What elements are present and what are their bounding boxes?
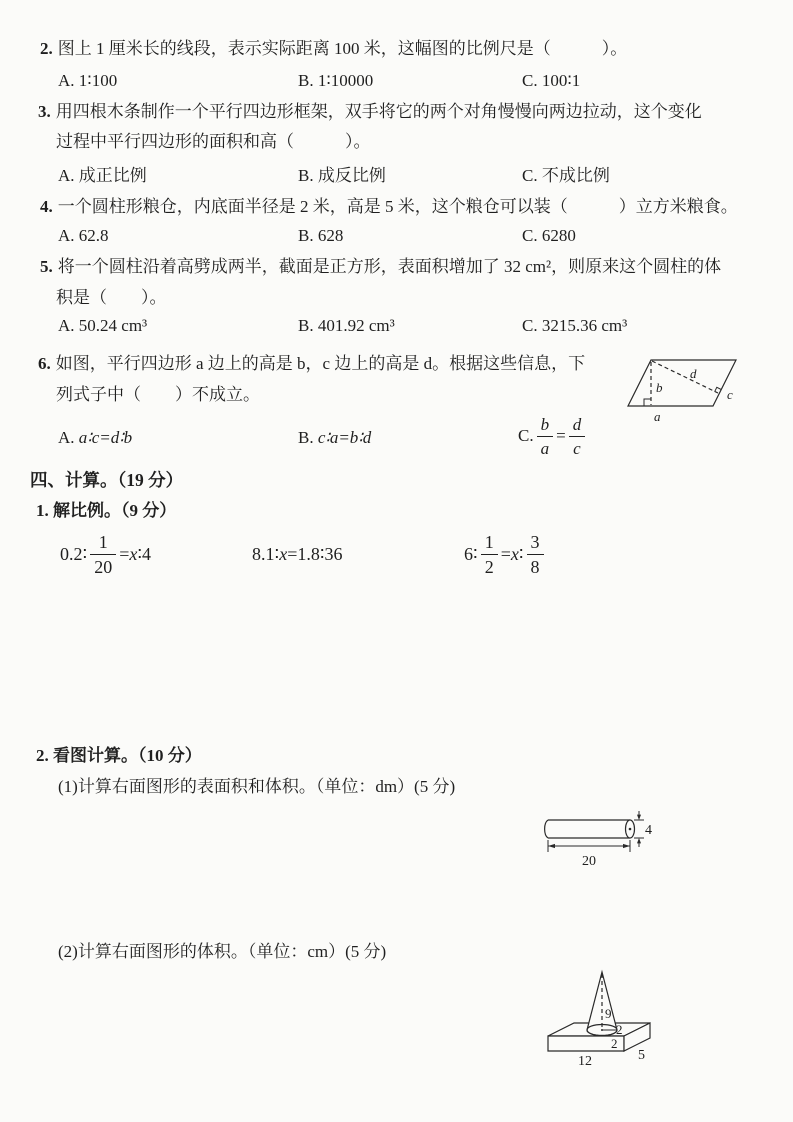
label-cuboid-width: 5	[638, 1048, 645, 1063]
look-and-calculate-heading: 2. 看图计算。（10 分）	[36, 746, 202, 765]
label-cone-radius: 2	[616, 1022, 623, 1037]
question-2-option-c: C. 100∶1	[522, 71, 581, 90]
cone-cuboid-figure	[538, 966, 686, 1072]
question-6-line1: 6. 如图，平行四边形 a 边上的高是 b，c 边上的高是 d。根据这些信息，下	[38, 354, 586, 373]
cylinder-figure	[540, 810, 658, 870]
question-4-number: 4.	[40, 197, 53, 216]
question-2-option-a: A. 1∶100	[58, 71, 118, 90]
fraction-1-over-20: $\frac{1}{20}$	[90, 533, 116, 576]
question-6-option-c: C. $\frac{b}{a}$ = $\frac{d}{c}$	[518, 412, 588, 460]
question-2-option-b: B. 1∶10000	[298, 71, 374, 90]
equation-3: 6∶ $\frac{1}{2}$ = x ∶ $\frac{3}{8}$	[464, 530, 547, 578]
part-2-prompt: (2)计算右面图形的体积。（单位：cm）(5 分)	[58, 942, 387, 961]
question-3-line1: 3. 用四根木条制作一个平行四边形框架，双手将它的两个对角慢慢向两边拉动，这个变化	[38, 102, 702, 121]
fraction-b-over-a: $\frac{b}{a}$	[537, 416, 554, 457]
question-5-option-a: A. 50.24 cm³	[58, 316, 148, 335]
question-3-option-c: C. 不成比例	[522, 166, 610, 185]
question-6-number: 6.	[38, 354, 51, 373]
question-5-number: 5.	[40, 257, 53, 276]
label-cuboid-height: 2	[611, 1036, 618, 1051]
parallelogram-figure	[618, 349, 746, 427]
question-5-line2: 积是（ ）。	[56, 288, 167, 307]
section-4-heading: 四、计算。（19 分）	[30, 470, 184, 490]
equation-2: 8.1∶ x =1.8∶36	[252, 543, 343, 564]
label-cylinder-diameter: 4	[645, 823, 652, 838]
label-side-a: a	[654, 409, 661, 424]
question-4-option-c: C. 6280	[522, 226, 576, 245]
question-2-number: 2.	[40, 39, 53, 58]
fraction-3-over-8: $\frac{3}{8}$	[527, 533, 544, 576]
question-4-option-a: A. 62.8	[58, 226, 109, 245]
question-6-option-b: B. c∶a=b∶d	[298, 428, 372, 447]
label-height-b: b	[656, 380, 663, 395]
question-4-line1: 4. 一个圆柱形粮仓，内底面半径是 2 米，高是 5 米，这个粮仓可以装（ ）立方米粮食。	[40, 197, 738, 216]
question-3-option-b: B. 成反比例	[298, 166, 386, 185]
label-cuboid-length: 12	[578, 1054, 592, 1069]
question-4-option-b: B. 628	[298, 226, 344, 245]
label-cylinder-length: 20	[582, 854, 596, 869]
fraction-d-over-c: $\frac{d}{c}$	[569, 416, 586, 457]
part-1-prompt: (1)计算右面图形的表面积和体积。（单位：dm）(5 分)	[58, 777, 456, 796]
label-height-d: d	[690, 366, 697, 381]
question-5-option-c: C. 3215.36 cm³	[522, 316, 628, 335]
question-6-option-a: A. a∶c=d∶b	[58, 428, 133, 447]
question-5-option-b: B. 401.92 cm³	[298, 316, 395, 335]
label-cone-height: 9	[605, 1006, 612, 1021]
equation-1: 0.2∶ $\frac{1}{20}$ = x ∶4	[60, 531, 152, 577]
question-6-line2: 列式子中（ ）不成立。	[56, 385, 260, 404]
question-5-line1: 5. 将一个圆柱沿着高劈成两半，截面是正方形，表面积增加了 32 cm²，则原来这个圆柱的体	[40, 257, 722, 276]
question-3-number: 3.	[38, 102, 51, 121]
fraction-1-over-2: $\frac{1}{2}$	[481, 533, 498, 576]
question-3-line2: 过程中平行四边形的面积和高（ ）。	[56, 132, 371, 151]
solve-proportions-heading: 1. 解比例。（9 分）	[36, 501, 177, 520]
label-side-c: c	[727, 387, 733, 402]
question-2-line1: 2. 图上 1 厘米长的线段，表示实际距离 100 米，这幅图的比例尺是（ ）。	[40, 39, 628, 58]
question-3-option-a: A. 成正比例	[58, 166, 147, 185]
